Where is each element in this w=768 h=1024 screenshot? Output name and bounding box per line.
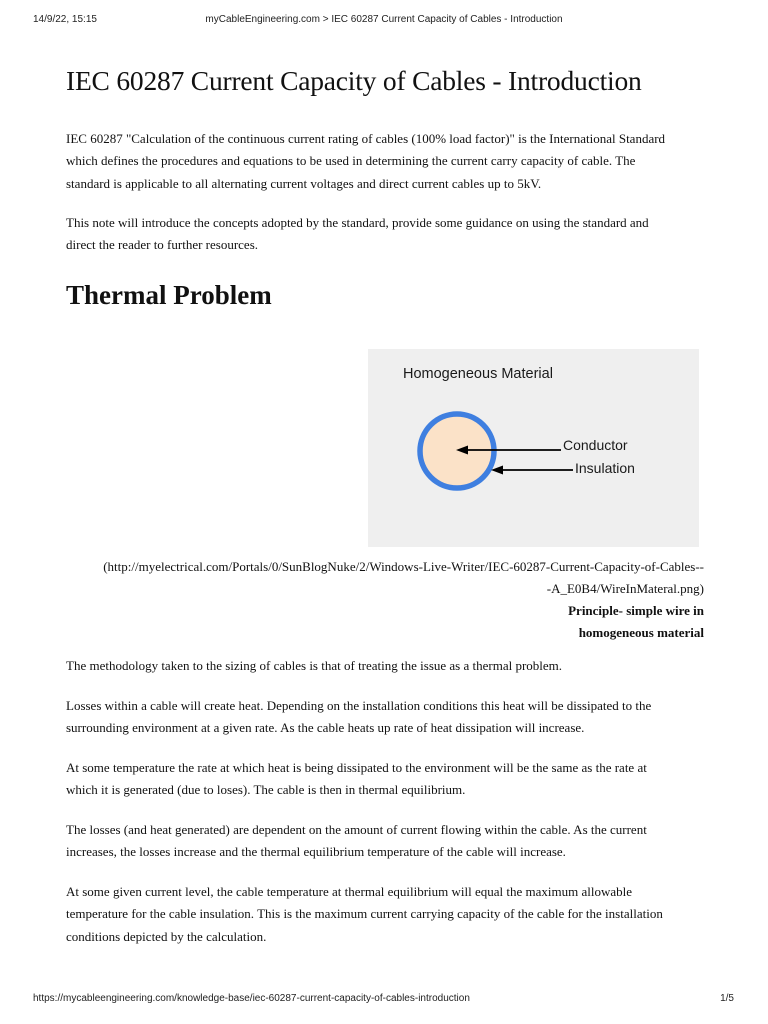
wire-diagram (368, 349, 699, 547)
paragraph-max-current (66, 881, 706, 948)
text-line: At some given current level, the cable temperature at thermal equilibrium will equal the maximum allowable (66, 884, 633, 899)
text-line: The losses (and heat generated) are dependent on the amount of current flowing within the cable. As the current (66, 822, 647, 837)
text-line: which it is generated (due to loses). The cable is then in thermal equilibrium. (66, 782, 466, 798)
print-page-title: myCableEngineering.com > IEC 60287 Current Capacity of Cables - Introduction (205, 14, 563, 25)
text-line: -A_E0B4/WireInMateral.png) (546, 581, 704, 597)
text-line: At some temperature the rate at which heat is being dissipated to the environment will be the same as the rate at (66, 760, 647, 775)
text-line: standard is applicable to all alternating current voltages and direct current cables up to 5kV. (66, 175, 542, 191)
print-url[interactable]: https://mycableengineering.com/knowledge-base/iec-60287-current-capacity-of-cables-introduction (33, 993, 470, 1004)
text-line: increases, the losses increase and the thermal equilibrium temperature of the cable will increase. (66, 844, 566, 860)
text-line: which defines the procedures and equations to be used in determining the current carry capacity of cable. The (66, 153, 636, 169)
intro-paragraph-2 (66, 212, 706, 257)
section-heading: Thermal Problem (66, 280, 272, 310)
page-number: 1/5 (720, 993, 734, 1004)
insulation-label: Insulation (575, 460, 635, 476)
text-line: IEC 60287 "Calculation of the continuous current rating of cables (100% load factor)" is the International Standard (66, 131, 666, 146)
print-header (0, 14, 768, 30)
conductor-circle (420, 414, 494, 488)
figure-wire-in-material (368, 349, 699, 547)
text-line: This note will introduce the concepts adopted by the standard, provide some guidance on using the standard and (66, 215, 649, 230)
figure-caption (66, 600, 704, 645)
page-title: IEC 60287 Current Capacity of Cables - Introduction (66, 65, 642, 96)
text-line: Principle- simple wire in (568, 603, 704, 618)
paragraph-equilibrium (66, 757, 706, 802)
text-line: (http://myelectrical.com/Portals/0/SunBlogNuke/2/Windows-Live-Writer/IEC-60287-Current-Capacity-of-Cables-- (103, 559, 704, 574)
text-line: conditions depicted by the calculation. (66, 928, 267, 944)
text-line: direct the reader to further resources. (66, 237, 259, 253)
figure-caption-link[interactable] (66, 556, 704, 601)
print-datetime: 14/9/22, 15:15 (33, 14, 97, 25)
text-line: surrounding environment at a given rate. As the cable heats up rate of heat dissipation will increase. (66, 720, 585, 736)
conductor-label: Conductor (563, 437, 628, 453)
paragraph-methodology: The methodology taken to the sizing of cables is that of treating the issue as a thermal problem. (66, 658, 563, 673)
intro-paragraph-1 (66, 128, 706, 195)
text-line: temperature for the cable insulation. This is the maximum current carrying capacity of the cable for the installation (66, 906, 663, 922)
figure-title: Homogeneous Material (403, 366, 553, 382)
print-footer (0, 993, 768, 1009)
paragraph-current (66, 819, 706, 864)
text-line: homogeneous material (578, 625, 704, 641)
text-line: Losses within a cable will create heat. Depending on the installation conditions this heat will be dissipated to the (66, 698, 652, 713)
paragraph-losses (66, 695, 706, 740)
